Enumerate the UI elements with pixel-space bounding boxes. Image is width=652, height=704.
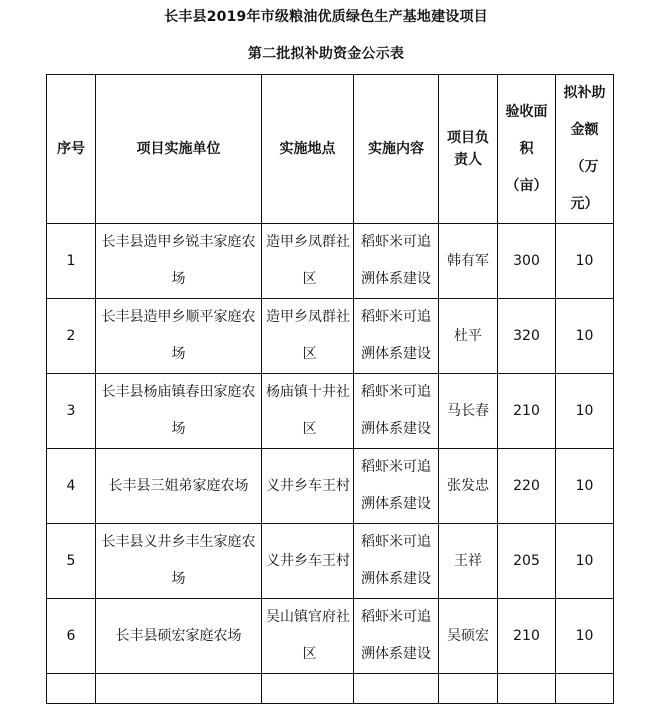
cell-leader: 吴硕宏 <box>439 599 498 674</box>
header-area-line1: 验收面 <box>505 103 548 120</box>
cell-seq: 2 <box>47 299 96 374</box>
cell-location: 义井乡车王村 <box>262 449 354 524</box>
table-row <box>47 374 614 449</box>
cell-leader <box>439 674 498 704</box>
cell-content-line1: 稻虾米可追 <box>361 234 431 250</box>
cell-amount: 10 <box>556 299 614 374</box>
subsidy-table <box>46 74 614 704</box>
header-amount-line4: 元） <box>570 196 599 212</box>
table-row <box>47 449 614 524</box>
cell-location-line2: 区 <box>302 421 317 437</box>
header-area-line2: 积 <box>519 140 534 157</box>
header-leader-line2: 责人 <box>454 152 482 168</box>
cell-content <box>354 674 439 704</box>
cell-seq <box>47 674 96 704</box>
cell-unit-line1: 长丰县造甲乡锐丰家庭农 <box>101 234 256 250</box>
header-amount-line2: 金额 <box>570 122 599 138</box>
cell-leader: 王祥 <box>439 524 498 599</box>
cell-unit-line2: 场 <box>171 346 186 362</box>
cell-area: 220 <box>498 449 556 524</box>
cell-content-line1: 稻虾米可追 <box>361 609 431 625</box>
document-title: 长丰县2019年市级粮油优质绿色生产基地建设项目 <box>164 9 488 25</box>
cell-location <box>262 299 354 374</box>
cell-content <box>354 524 439 599</box>
cell-seq: 5 <box>47 524 96 599</box>
table-row <box>47 674 614 704</box>
cell-location <box>262 674 354 704</box>
cell-unit: 长丰县硕宏家庭农场 <box>96 599 262 674</box>
cell-seq: 1 <box>47 224 96 299</box>
cell-location <box>262 599 354 674</box>
cell-location: 义井乡车王村 <box>262 524 354 599</box>
cell-area: 205 <box>498 524 556 599</box>
cell-amount: 10 <box>556 524 614 599</box>
header-area-line3: （亩） <box>505 177 548 194</box>
cell-location-line2: 区 <box>302 646 317 662</box>
cell-unit-line2: 场 <box>171 421 186 437</box>
document-subtitle: 第二批拟补助资金公示表 <box>247 46 405 62</box>
cell-amount: 10 <box>556 224 614 299</box>
cell-content-line1: 稻虾米可追 <box>361 459 431 475</box>
cell-amount: 10 <box>556 449 614 524</box>
cell-content <box>354 224 439 299</box>
cell-amount <box>556 674 614 704</box>
header-area <box>498 75 556 224</box>
cell-area <box>498 674 556 704</box>
cell-content-line1: 稻虾米可追 <box>361 534 431 550</box>
header-amount <box>556 75 614 224</box>
header-amount-line3: （万 <box>570 159 599 175</box>
cell-unit-line1: 长丰县义井乡丰生家庭农 <box>101 534 256 550</box>
cell-location <box>262 224 354 299</box>
cell-content <box>354 449 439 524</box>
cell-area: 210 <box>498 374 556 449</box>
cell-seq: 4 <box>47 449 96 524</box>
table-row <box>47 224 614 299</box>
cell-seq: 3 <box>47 374 96 449</box>
cell-content-line2: 溯体系建设 <box>361 421 431 437</box>
cell-content-line2: 溯体系建设 <box>361 271 431 287</box>
header-unit: 项目实施单位 <box>96 75 262 224</box>
cell-content-line2: 溯体系建设 <box>361 346 431 362</box>
cell-content <box>354 374 439 449</box>
cell-amount: 10 <box>556 599 614 674</box>
cell-content-line2: 溯体系建设 <box>361 571 431 587</box>
cell-location-line1: 造甲乡凤群社 <box>266 234 350 250</box>
cell-content-line2: 溯体系建设 <box>361 496 431 512</box>
cell-location-line2: 区 <box>302 346 317 362</box>
header-location: 实施地点 <box>262 75 354 224</box>
cell-content-line1: 稻虾米可追 <box>361 384 431 400</box>
cell-unit <box>96 674 262 704</box>
cell-area: 320 <box>498 299 556 374</box>
header-row <box>47 75 614 224</box>
cell-leader: 马长春 <box>439 374 498 449</box>
cell-content <box>354 299 439 374</box>
cell-content <box>354 599 439 674</box>
cell-unit-line1: 长丰县杨庙镇春田家庭农 <box>101 384 256 400</box>
cell-amount: 10 <box>556 374 614 449</box>
cell-leader: 韩有军 <box>439 224 498 299</box>
table-row <box>47 599 614 674</box>
cell-unit: 长丰县三姐弟家庭农场 <box>96 449 262 524</box>
header-content: 实施内容 <box>354 75 439 224</box>
cell-unit <box>96 224 262 299</box>
cell-unit <box>96 374 262 449</box>
cell-unit-line2: 场 <box>171 271 186 287</box>
cell-area: 300 <box>498 224 556 299</box>
cell-unit-line2: 场 <box>171 571 186 587</box>
header-leader-line1: 项目负 <box>447 129 489 146</box>
cell-location-line1: 杨庙镇十井社 <box>266 384 350 400</box>
header-seq: 序号 <box>47 75 96 224</box>
table-row <box>47 524 614 599</box>
cell-seq: 6 <box>47 599 96 674</box>
header-leader <box>439 75 498 224</box>
cell-location-line1: 造甲乡凤群社 <box>266 309 350 325</box>
cell-content-line1: 稻虾米可追 <box>361 309 431 325</box>
cell-unit-line1: 长丰县造甲乡顺平家庭农 <box>101 309 256 325</box>
cell-leader: 杜平 <box>439 299 498 374</box>
cell-location-line2: 区 <box>302 271 317 287</box>
cell-unit <box>96 299 262 374</box>
cell-unit <box>96 524 262 599</box>
cell-location-line1: 吴山镇官府社 <box>266 609 350 625</box>
cell-leader: 张发忠 <box>439 449 498 524</box>
cell-area: 210 <box>498 599 556 674</box>
cell-location <box>262 374 354 449</box>
cell-content-line2: 溯体系建设 <box>361 646 431 662</box>
table-row <box>47 299 614 374</box>
header-amount-line1: 拟补助 <box>563 85 606 101</box>
